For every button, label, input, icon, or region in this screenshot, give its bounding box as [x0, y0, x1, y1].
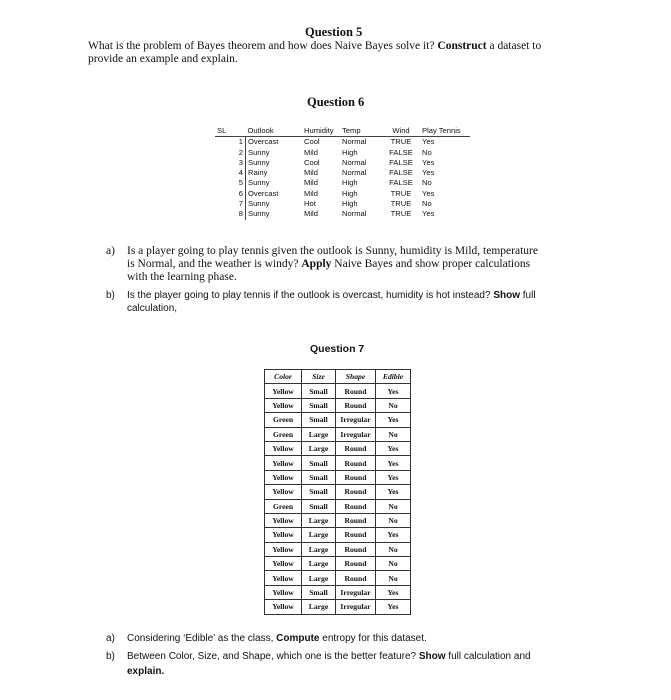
q7-cell-edible: Yes [376, 528, 411, 542]
q7-header-color: Color [265, 370, 302, 384]
q7-cell-size: Large [302, 513, 336, 527]
q6-cell-play: Yes [422, 137, 435, 147]
table-row [265, 600, 411, 614]
q6-b-line1-c: full [520, 290, 536, 301]
q7-cell-shape: Round [336, 513, 376, 527]
q6-part-a [106, 245, 606, 284]
q7-cell-shape: Round [336, 470, 376, 484]
q6-a-line2-b: Apply [301, 258, 332, 270]
table-row [215, 137, 470, 148]
q6-cell-wind: FALSE [389, 168, 413, 178]
table-row [265, 585, 411, 599]
q7-cell-color: Green [265, 499, 302, 513]
q7-cell-shape: Round [336, 441, 376, 455]
q7-b-line1-b: Show [418, 651, 446, 662]
q6-cell-humidity: Hot [304, 199, 316, 209]
q7-cell-shape: Round [336, 542, 376, 556]
q7-cell-color: Green [265, 427, 302, 441]
q7-cell-size: Large [302, 600, 336, 614]
q7-part-b [106, 649, 626, 679]
q7-a-text-a: Considering ‘Edible’ as the class, [127, 633, 277, 644]
q7-cell-edible: No [376, 499, 411, 513]
q6-cell-temp: Normal [342, 209, 367, 219]
q7-header-shape: Shape [336, 370, 376, 384]
q6-header-outlook: Outlook [246, 126, 303, 137]
table-row [265, 528, 411, 542]
q5-line1-b: Construct [437, 40, 487, 52]
table-row [265, 542, 411, 556]
q6-cell-wind: TRUE [390, 199, 412, 209]
q7-cell-size: Small [302, 485, 336, 499]
q7-cell-color: Yellow [265, 513, 302, 527]
q6-cell-outlook: Overcast [248, 188, 279, 198]
q7-part-a [106, 632, 626, 645]
q7-cell-color: Yellow [265, 456, 302, 470]
q6-cell-outlook: Overcast [248, 137, 279, 147]
q7-cell-shape: Round [336, 528, 376, 542]
q7-cell-shape: Round [336, 571, 376, 585]
q6-cell-play: No [422, 147, 432, 157]
q6-cell-humidity: Mild [304, 209, 318, 219]
q7-header-row [265, 370, 411, 384]
q6-cell-outlook: Sunny [248, 147, 270, 157]
q7-cell-edible: Yes [376, 456, 411, 470]
q6-header-row [215, 126, 470, 137]
q6-a-label: a) [106, 245, 115, 257]
q6-cell-sl: 6 [215, 189, 246, 199]
q7-header-edible: Edible [376, 370, 411, 384]
q6-cell-play: No [422, 178, 432, 188]
table-row [265, 485, 411, 499]
q7-table [264, 369, 411, 615]
q6-a-line2-a: is Normal, and the weather is windy? [127, 258, 302, 270]
q6-cell-play: Yes [422, 168, 435, 178]
q7-cell-shape: Round [336, 456, 376, 470]
table-row [265, 557, 411, 571]
q6-cell-humidity: Cool [304, 137, 320, 147]
q7-cell-shape: Round [336, 398, 376, 412]
q6-header-sl: SL [215, 126, 246, 137]
q5-line2: provide an example and explain. [88, 53, 238, 65]
table-row [265, 513, 411, 527]
q6-cell-humidity: Mild [304, 188, 318, 198]
q7-cell-edible: No [376, 398, 411, 412]
q7-a-label: a) [106, 633, 115, 644]
table-row [265, 571, 411, 585]
q6-cell-sl: 3 [215, 158, 246, 168]
table-row [215, 209, 470, 219]
q6-a-line3: with the learning phase. [127, 271, 237, 283]
q6-cell-outlook: Rainy [248, 168, 268, 178]
q7-cell-shape: Irregular [336, 585, 376, 599]
table-row [265, 470, 411, 484]
q7-cell-edible: No [376, 427, 411, 441]
q6-cell-sl: 7 [215, 199, 246, 209]
q6-cell-temp: High [342, 178, 358, 188]
q7-b-label: b) [106, 651, 115, 662]
q6-cell-wind: TRUE [390, 188, 412, 198]
q6-a-line2-c: Naive Bayes and show proper calculations [331, 258, 531, 270]
table-row [215, 168, 470, 178]
q6-cell-wind: FALSE [389, 157, 413, 167]
q7-cell-size: Small [302, 456, 336, 470]
q5-line1-a: What is the problem of Bayes theorem and how does Naive Bayes solve it? [88, 40, 438, 52]
q7-cell-size: Small [302, 413, 336, 427]
table-row [215, 199, 470, 209]
q6-header-play: Play Tennis [420, 126, 470, 137]
q7-cell-color: Yellow [265, 585, 302, 599]
q6-a-line1: Is a player going to play tennis given the outlook is Sunny, humidity is Mild, temperature [127, 245, 538, 257]
table-row [265, 456, 411, 470]
q6-cell-wind: FALSE [389, 178, 413, 188]
q7-cell-edible: Yes [376, 585, 411, 599]
table-row [265, 384, 411, 398]
q6-cell-sl: 1 [215, 137, 246, 148]
q7-cell-edible: Yes [376, 441, 411, 455]
q7-cell-color: Yellow [265, 528, 302, 542]
q6-cell-temp: High [342, 188, 358, 198]
table-row [215, 178, 470, 188]
q6-b-line1-b: Show [493, 290, 520, 301]
q7-cell-size: Small [302, 499, 336, 513]
q6-table [215, 126, 470, 220]
q6-header-wind: Wind [382, 126, 420, 137]
q6-cell-outlook: Sunny [248, 157, 270, 167]
q7-cell-size: Large [302, 441, 336, 455]
q6-body [215, 137, 470, 220]
table-row [215, 148, 470, 158]
q7-cell-size: Large [302, 427, 336, 441]
q6-cell-temp: Normal [342, 157, 367, 167]
q6-cell-wind: TRUE [390, 137, 412, 147]
q6-cell-temp: High [342, 199, 358, 209]
q6-cell-outlook: Sunny [248, 199, 270, 209]
q7-cell-color: Yellow [265, 557, 302, 571]
q7-cell-edible: Yes [376, 470, 411, 484]
q6-cell-temp: High [342, 147, 358, 157]
q6-cell-outlook: Sunny [248, 209, 270, 219]
q7-cell-size: Small [302, 384, 336, 398]
q7-a-text-c: entropy for this dataset. [319, 633, 427, 644]
q7-cell-color: Yellow [265, 542, 302, 556]
q6-header-humidity: Humidity [302, 126, 340, 137]
q7-cell-color: Yellow [265, 398, 302, 412]
q7-cell-size: Small [302, 470, 336, 484]
q7-cell-size: Large [302, 528, 336, 542]
table-row [215, 158, 470, 168]
q6-cell-humidity: Mild [304, 147, 318, 157]
q7-cell-shape: Irregular [336, 427, 376, 441]
q5-text [88, 40, 568, 66]
q7-cell-shape: Irregular [336, 413, 376, 427]
q7-cell-edible: No [376, 513, 411, 527]
q6-cell-humidity: Mild [304, 178, 318, 188]
q6-cell-humidity: Cool [304, 157, 320, 167]
table-row [265, 413, 411, 427]
q7-cell-color: Yellow [265, 441, 302, 455]
q7-header-size: Size [302, 370, 336, 384]
table-row [215, 189, 470, 199]
q5-title: Question 5 [305, 25, 363, 39]
q7-a-text-b: Compute [276, 633, 320, 644]
q7-cell-size: Small [302, 398, 336, 412]
q7-cell-edible: Yes [376, 384, 411, 398]
q7-cell-shape: Round [336, 384, 376, 398]
table-row [265, 427, 411, 441]
q7-b-line1-c: full calculation and [445, 651, 531, 662]
q6-cell-sl: 2 [215, 148, 246, 158]
q6-title: Question 6 [307, 95, 365, 109]
q7-cell-shape: Round [336, 485, 376, 499]
q7-cell-edible: Yes [376, 485, 411, 499]
q6-cell-temp: Normal [342, 137, 367, 147]
q7-cell-edible: Yes [376, 600, 411, 614]
q7-cell-edible: No [376, 542, 411, 556]
table-row [265, 441, 411, 455]
q7-cell-edible: No [376, 571, 411, 585]
q7-cell-edible: Yes [376, 413, 411, 427]
q7-cell-size: Large [302, 571, 336, 585]
q6-cell-play: Yes [422, 157, 435, 167]
q6-part-b [106, 289, 606, 315]
q7-body [265, 384, 411, 614]
q6-cell-humidity: Mild [304, 168, 318, 178]
q6-cell-play: Yes [422, 209, 435, 219]
q6-b-line1-a: Is the player going to play tennis if the outlook is overcast, humidity is hot instead? [127, 290, 494, 301]
q7-cell-color: Yellow [265, 571, 302, 585]
q5-line1-c: a dataset to [486, 40, 542, 52]
q6-cell-play: Yes [422, 188, 435, 198]
q6-b-line2: calculation, [127, 303, 178, 314]
table-row [265, 398, 411, 412]
q6-cell-temp: Normal [342, 168, 367, 178]
table-row [265, 499, 411, 513]
q7-cell-size: Large [302, 557, 336, 571]
q7-cell-shape: Irregular [336, 600, 376, 614]
q7-title: Question 7 [310, 343, 365, 355]
q6-cell-wind: FALSE [389, 147, 413, 157]
q6-cell-outlook: Sunny [248, 178, 270, 188]
q7-cell-color: Green [265, 413, 302, 427]
q7-cell-shape: Round [336, 557, 376, 571]
q7-cell-size: Large [302, 542, 336, 556]
q7-cell-color: Yellow [265, 384, 302, 398]
q7-cell-color: Yellow [265, 470, 302, 484]
q7-cell-color: Yellow [265, 485, 302, 499]
q6-header-temp: Temp [340, 126, 382, 137]
q6-b-label: b) [106, 290, 115, 301]
q7-b-line2: explain. [127, 666, 165, 677]
q7-b-line1-a: Between Color, Size, and Shape, which one is the better feature? [127, 651, 419, 662]
q6-cell-play: No [422, 199, 432, 209]
q7-cell-color: Yellow [265, 600, 302, 614]
q6-cell-sl: 5 [215, 178, 246, 188]
q7-cell-size: Small [302, 585, 336, 599]
q6-cell-wind: TRUE [390, 209, 412, 219]
q7-cell-edible: No [376, 557, 411, 571]
q6-cell-sl: 8 [215, 209, 246, 219]
q6-cell-sl: 4 [215, 168, 246, 178]
q7-cell-shape: Round [336, 499, 376, 513]
